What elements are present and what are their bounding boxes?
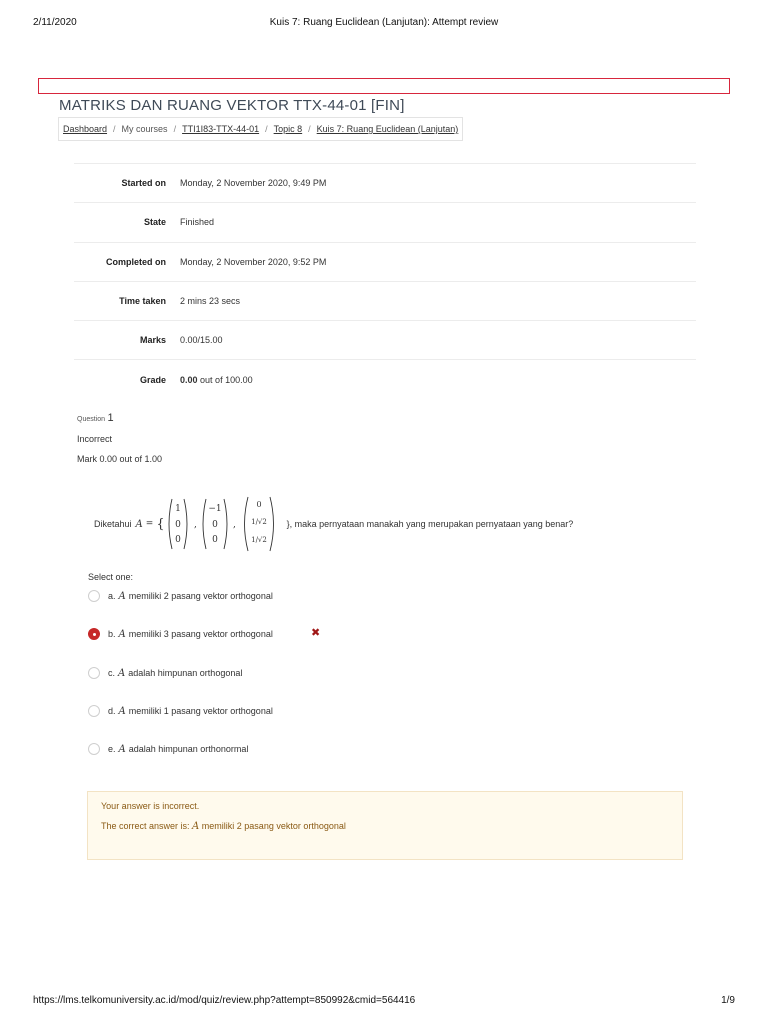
summary-row-started — [74, 163, 696, 202]
course-title: MATRIKS DAN RUANG VEKTOR TTX-44-01 [FIN] — [59, 97, 405, 114]
option-e[interactable] — [88, 741, 248, 757]
vector-3-entry-2: 1/√2 — [250, 518, 267, 526]
summary-value — [180, 375, 253, 385]
paren-right — [184, 499, 187, 549]
question-info — [77, 412, 162, 474]
vector-3-entry-1: 0 — [256, 500, 262, 509]
set-symbol: A — [118, 743, 126, 755]
breadcrumb-separator: / — [308, 124, 311, 134]
print-url: https://lms.telkomuniversity.ac.id/mod/quiz/review.php?attempt=850992&cmid=564416 — [33, 995, 416, 1006]
summary-label: Marks — [139, 335, 166, 346]
select-one-label: Select one: — [88, 572, 134, 582]
highlight-box — [38, 78, 730, 94]
option-text: memiliki 3 pasang vektor orthogonal — [128, 629, 273, 639]
option-letter: d. — [108, 706, 116, 716]
equals-sign: = — [145, 519, 154, 529]
vector-2-entry-1: −1 — [207, 504, 222, 514]
vector-3-entry-3: 1/√2 — [250, 536, 267, 544]
breadcrumb-separator: / — [265, 124, 268, 134]
question-status: Incorrect — [77, 434, 113, 444]
set-symbol: A — [118, 628, 126, 640]
question-suffix: }, maka pernyataan manakah yang merupakan pernyataan yang benar? — [286, 519, 574, 529]
breadcrumb-quiz[interactable]: Kuis 7: Ruang Euclidean (Lanjutan) — [316, 124, 459, 134]
option-d[interactable] — [88, 703, 273, 719]
option-letter: b. — [108, 629, 116, 639]
breadcrumb-topic[interactable]: Topic 8 — [273, 124, 303, 134]
open-brace: { — [156, 516, 165, 532]
paren-left — [203, 499, 206, 549]
summary-row-marks — [74, 320, 696, 359]
option-text: adalah himpunan orthogonal — [128, 668, 243, 678]
summary-row-grade — [74, 359, 696, 398]
vector-2-entry-2: 0 — [211, 520, 218, 530]
summary-label: Time taken — [119, 296, 166, 307]
correct-answer-text: memiliki 2 pasang vektor orthogonal — [201, 821, 346, 831]
summary-value: 2 mins 23 secs — [180, 296, 241, 307]
grade-value: 0.00 — [180, 374, 198, 385]
summary-row-state — [74, 202, 696, 241]
feedback-correct-answer — [101, 821, 669, 832]
breadcrumb-dashboard[interactable]: Dashboard — [63, 124, 108, 134]
summary-label: Completed on — [106, 256, 166, 267]
summary-value: Finished — [180, 217, 215, 228]
summary-row-time-taken — [74, 281, 696, 320]
option-letter: c. — [108, 668, 116, 678]
set-symbol: A — [135, 518, 143, 530]
vector-1-entry-3: 0 — [174, 535, 181, 545]
breadcrumb-my-courses: My courses — [121, 124, 168, 134]
summary-label: Started on — [121, 178, 166, 189]
option-letter: e. — [108, 744, 116, 754]
radio-button[interactable] — [88, 705, 100, 717]
breadcrumb-separator: / — [113, 124, 116, 134]
print-page-number: 1/9 — [721, 995, 735, 1006]
vector-1 — [169, 499, 187, 549]
option-text: memiliki 2 pasang vektor orthogonal — [128, 591, 273, 601]
paren-left — [169, 499, 172, 549]
vector-set — [166, 496, 286, 552]
vector-2 — [203, 499, 227, 549]
feedback-incorrect: Your answer is incorrect. — [101, 801, 200, 811]
vector-1-entry-1: 1 — [174, 504, 181, 514]
vector-comma: , — [193, 520, 197, 530]
attempt-summary-table — [74, 163, 696, 399]
question-text — [94, 496, 573, 552]
vector-3 — [244, 497, 273, 551]
breadcrumb-separator: / — [173, 124, 177, 134]
vector-2-entry-3: 0 — [211, 535, 218, 545]
radio-button[interactable] — [88, 667, 100, 679]
option-b[interactable] — [88, 626, 273, 642]
option-a[interactable] — [88, 588, 273, 604]
set-symbol: A — [118, 667, 126, 679]
answer-feedback — [87, 791, 683, 860]
summary-label: Grade — [139, 374, 166, 385]
summary-value: Monday, 2 November 2020, 9:52 PM — [180, 256, 327, 267]
summary-value: 0.00/15.00 — [180, 335, 223, 346]
paren-left — [244, 497, 248, 551]
question-prefix: Diketahui — [94, 519, 132, 529]
radio-button[interactable] — [88, 743, 100, 755]
question-number: 1 — [107, 412, 114, 424]
option-text: memiliki 1 pasang vektor orthogonal — [128, 706, 273, 716]
set-symbol: A — [118, 590, 126, 602]
grade-suffix: out of 100.00 — [200, 374, 253, 385]
paren-right — [224, 499, 227, 549]
radio-button-selected[interactable] — [88, 628, 100, 640]
vector-comma: , — [232, 520, 236, 530]
vector-1-entry-2: 0 — [174, 520, 181, 530]
question-label: Question — [77, 416, 106, 423]
breadcrumb — [58, 117, 463, 141]
question-mark: Mark 0.00 out of 1.00 — [77, 454, 163, 464]
option-text: adalah himpunan orthonormal — [128, 744, 249, 754]
print-page-title: Kuis 7: Ruang Euclidean (Lanjutan): Attempt review — [269, 17, 499, 28]
radio-button[interactable] — [88, 590, 100, 602]
set-symbol: A — [192, 821, 200, 832]
paren-right — [270, 497, 274, 551]
summary-label: State — [143, 217, 166, 228]
summary-row-completed — [74, 242, 696, 281]
option-letter: a. — [108, 591, 116, 601]
set-symbol: A — [118, 705, 126, 717]
summary-value: Monday, 2 November 2020, 9:49 PM — [180, 178, 327, 189]
print-date: 2/11/2020 — [33, 17, 77, 28]
correct-answer-prefix: The correct answer is: — [101, 821, 190, 831]
incorrect-x-icon: ✖ — [311, 627, 321, 639]
option-c[interactable] — [88, 665, 242, 681]
breadcrumb-course[interactable]: TTI1I83-TTX-44-01 — [182, 124, 260, 134]
